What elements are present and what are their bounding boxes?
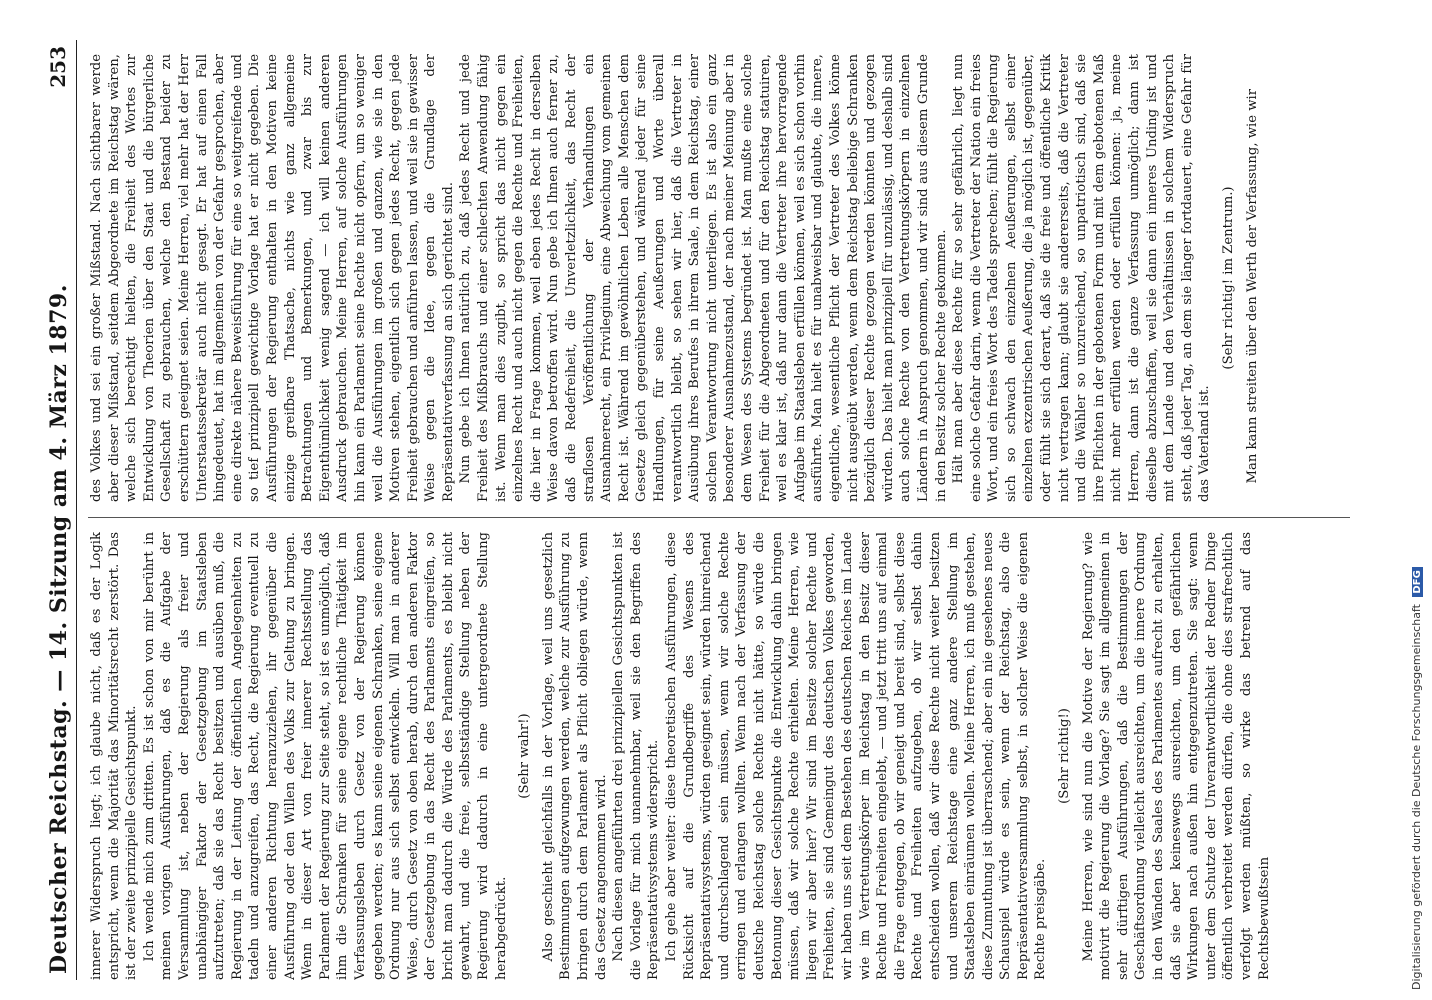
column-divider [88,517,1350,518]
paragraph: Nach diesen angeführten drei prinzipiellen Gesichtspunkten ist die Vorlage für mich unannehmbar, weil sie den Begriffen des Repräsentativsystems widerspricht. [611,532,662,980]
digitization-note: Digitalisierung gefördert durch die Deutsche Forschungsgemeinschaft [1410,604,1423,990]
paragraph: innerer Widerspruch liegt; ich glaube nicht, daß es der Logik entspricht, wenn die Majorität das Minoritätsrecht zerstört. Das ist der zweite prinzipielle Gesichtspunkt. [89,532,140,980]
paragraph: Meine Herren, wie sind nun die Motive der Regierung? wie motivirt die Regierung die Vorlage? Sie sagt im allgemeinen in sehr dürftigen Ausführungen, daß die Bestimmungen der Geschäftsordnung vielleicht ausreichten, um die innere Ordnung in den Wänden des Saales des Parlamentes aufrecht zu erhalten, daß sie aber keineswegs ausreichten, um den gefährlichen Wirkungen nach außen hin entgegenzutreten. Sie sagt: wenn unter dem Schutze der Unverantwortlichkeit der Redner Dinge öffentlich verbreitet werden dürfen, die ohne dies strafrechtlich verfolgt werden müßten, so wirke das betrend auf das Rechtsbewußtsein [1080,532,1272,980]
interjection: (Sehr richtig! im Zentrum.) [1221,186,1236,370]
paragraph: Also geschieht gleichfalls in der Vorlage, weil uns gesetzlich Bestimmungen aufgezwungen werden, welche zur Ausführung zu bringen durch dem Parlament als Pflicht obliegen würde, wenn das Gesetz angenommen wird. [540,532,609,980]
paragraph: des Volkes und sei ein großer Mißstand. Nach sichtbarer werde aber dieser Mißstand, seitdem Abgeordnete im Reichstag wären, welche sich berechtigt hielten, die Freiheit des Wortes zur Entwicklung von Theorien über den Staat und die bürgerliche Gesellschaft zu gebrauchen, welche den Bestand beider zu erschüttern geeignet seien. Meine Herren, viel mehr hat der Herr Unterstaatssekretär auch nicht gesagt. Er hat auf einen Fall hingedeutet, hat im allgemeinen von der Gefahr gesprochen, aber eine direkte nähere Beweisführung für eine so weitgreifende und so tief prinzipiell gewichtige Vorlage hat er nicht gegeben. Die Ausführungen der Regierung enthalten in den Motiven keine einzige greifbare Thatsache, nichts wie ganz allgemeine Betrachtungen und Bemerkungen, und zwar bis zur Eigenthümlichkeit wenig sagend — ich will keinen anderen Ausdruck gebrauchen. Meine Herren, auf solche Ausführungen hin kann ein Parlament seine Rechte nicht opfern, um so weniger weil die Ausführungen im großen und ganzen, wie sie in den Motiven stehen, eigentlich sich gegen jedes Recht, gegen jede Freiheit gebrauchen und anführen lassen, und weil sie in gewisser Weise gegen die Idee, gegen die Grundlage der Repräsentativverfassung an sich gerichtet sind. [89,54,456,502]
page-header [40,40,77,980]
newspaper-page [40,40,1370,980]
paragraph: Ich wende mich zum dritten. Es ist schon von mir berührt in meinen vorigen Ausführungen, daß es die Aufgabe der Versammlung ist, neben der Regierung als freier und unabhängiger Faktor der Gesetzgebung im Staatsleben aufzutreten; daß sie das Recht besitzen und ausüben muß, die Regierung in der Leitung der öffentlichen Angelegenheiten zu tadeln und anzugreifen, das Recht, die Regierung eventuell zu einer anderen Richtung heranzuziehen, ihr gegenüber die Ausführung oder den Willen des Volks zur Geltung zu bringen. Wenn in dieser Art von freier innerer Rechtsstellung das Parlament der Regierung zur Seite steht, so ist es unmöglich, daß ihm die Schranken für seine eigene rechtliche Thätigkeit im Verfassungsleben durch Gesetz von der Regierung können gegeben werden; es kann seine eigenen Schranken, seine eigene Ordnung nur aus sich selbst entwickeln. Will man in anderer Weise, durch Gesetz von oben herab, durch den anderen Faktor der Gesetzgebung in das Recht des Parlaments eingreifen, so bricht man dadurch die Würde des Parlaments, es bleibt nicht gewahrt, und die freie, selbstständige Stellung neben der Regierung wird dadurch in eine untergeordnete Stellung herabgedrückt. [141,532,509,980]
paragraph: Man kann streiten über den Werth der Verfassung, wie wir [1244,88,1260,484]
paragraph: Ich gehe aber weiter: diese theoretischen Ausführungen, diese Rücksicht auf die Grundbegriffe des Wesens des Repräsentativsystems, würden geeignet sein, würden hinreichend und durchschlagend sein müssen, wenn wir solche Rechte erringen und erlangen wollten. Wenn nach der Verfassung der deutsche Reichstag solche Rechte nicht hätte, so würde die Betonung dieser Gesichtspunkte die Entwicklung dahin bringen müssen, daß wir solche Rechte erhielten. Meine Herren, wie liegen wir aber hier? Wir sind im Besitze solcher Rechte und Freiheiten, sie sind Gemeingut des deutschen Volkes geworden, wir haben uns seit dem Bestehen des deutschen Reiches im Lande wie im Vertretungskörper im Reichstag in den Besitz dieser Rechte und Freiheiten eingelebt, — und jetzt tritt uns auf einmal die Frage entgegen, ob wir geneigt und bereit sind, selbst diese Rechte und Freiheiten aufzugeben, ob wir selbst dahin entscheiden wollen, daß wir diese Rechte nicht weiter besitzen und unserem Reichstage eine ganz andere Stellung im Staatsleben einräumen wollen. Meine Herren, ich muß gestehen, diese Zumuthung ist überraschend; aber ein nie gesehenes neues Schauspiel würde es sein, wenn der Reichstag, also die Repräsentativversammlung selbst, in solcher Weise die eigenen Rechte preisgäbe. [664,532,1049,980]
page-number: 253 [46,46,70,88]
dfg-logo-icon: DFG [1412,567,1423,596]
column-left [88,532,1350,980]
header-title: Deutscher Reichstag. — 14. Sitzung am 4. März 1879. [46,284,72,974]
interjection: (Sehr richtig!) [1057,708,1073,804]
digitization-credit [1410,10,1430,990]
column-right [88,54,1350,502]
paragraph: Nun gebe ich Ihnen natürlich zu, daß jedes Recht und jede Freiheit des Mißbrauchs und einer schlechten Anwendung fähig ist. Wenn man dies zugibt, so spricht das nicht gegen ein einzelnes Recht und auch nicht gegen die Rechte und Freiheiten, die hier in Frage kommen, weil eben jedes Recht in derselben Weise davon betroffen wird. Nun gebe ich Ihnen auch ferner zu, daß die Redefreiheit, die Unverletzlichkeit, das Recht der straflosen Veröffentlichung der Verhandlungen ein Ausnahmerecht, ein Privilegium, eine Abweichung vom gemeinen Recht ist. Während im gewöhnlichen Leben alle Menschen dem Gesetze gleich gegenüberstehen, und während jeder für seine Handlungen, für seine Aeußerungen und Worte überall verantwortlich bleibt, so sehen wir hier, daß die Vertreter in Ausübung ihres Berufes in ihrem Saale, in dem Reichstag, einer solchen Verantwortung nicht unterliegen. Es ist also ein ganz besonderer Ausnahmezustand, der nach meiner Meinung aber in dem Wesen des Systems begründet ist. Man mußte eine solche Freiheit für die Abgeordneten und für den Reichstag statuiren, weil es klar ist, daß nur dann die Vertreter ihre hervorragende Aufgabe im Staatsleben erfüllen können, weil es sich schon vorhin ausführte. Man hielt es für unabweisbar und glaubte, die innere, eigentliche, wesentliche Pflicht der Vertreter des Volkes könne nicht ausgeübt werden, wenn dem Reichstag beliebige Schranken bezüglich dieser Rechte gezogen werden könnten und gezogen würden. Das hielt man prinzipiell für unzulässig, und deshalb sind auch solche Rechte von den Vertretungskörpern in einzelnen Ländern in Anspruch genommen, und wir sind aus diesem Grunde in den Besitz solcher Rechte gekommen. [458,54,949,502]
interjection: (Sehr wahr!) [517,713,533,799]
paragraph: Hält man aber diese Rechte für so sehr gefährlich, liegt nun eine solche Gefahr darin, wenn die Vertreter der Nation ein freies Wort, und ein freies Wort des Tadels sprechen; fühlt die Regierung sich so schwach den einzelnen Aeußerungen, selbst einer einzelnen exzentrischen Aeußerung, die ja möglich ist, gegenüber, oder fühlt sie sich derart, daß sie die freie und öffentliche Kritik nicht vertragen kann; glaubt sie andererseits, daß die Vertreter und die Wähler so unzureichend, so unpatriotisch sind, daß sie ihre Pflichten in der gebotenen Form und mit dem gebotenen Maß nicht mehr erfüllen werden oder erfüllen können: ja, meine Herren, dann ist die ganze Verfassung unmöglich; dann ist dieselbe abzuschaffen, weil sie dann ein inneres Unding ist und mit dem Lande und den Verhältnissen in solchem Widerspruch steht, daß jeder Tag, an dem sie länger fortdauert, eine Gefahr für das Vaterland ist. [951,54,1213,502]
